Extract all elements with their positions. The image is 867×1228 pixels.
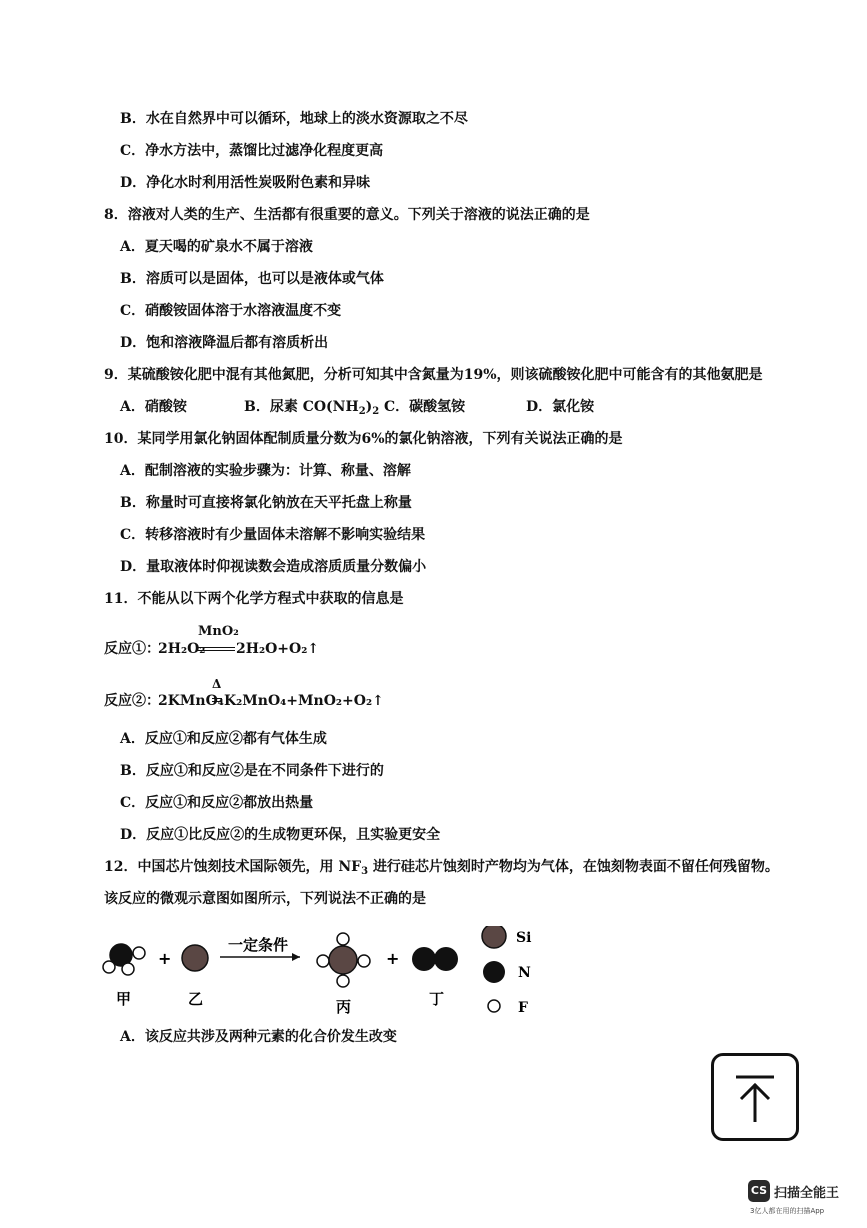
camscanner-logo: CS: [748, 1180, 770, 1202]
f-atom: [133, 947, 145, 959]
q12-stem-line-1: 12．中国芯片蚀刻技术国际领先，用 $NF_3$ 进行硅芯片蚀刻时产物均为气体，在蚀刻物表面不留任何残留物。: [104, 859, 779, 877]
plus-sign-2: +: [386, 949, 400, 968]
q11-option-d: D．反应①比反应②的生成物更环保，且实验更安全: [120, 827, 441, 843]
q11-option-b: B．反应①和反应②是在不同条件下进行的: [120, 763, 384, 779]
molecule-bing-sif4: [317, 933, 370, 987]
f-atom: [103, 961, 115, 973]
reaction-2-products: K₂MnO₄+MnO₂+O₂↑: [224, 693, 384, 709]
reaction-2-reactant: 2KMnO₄: [158, 693, 224, 709]
f-atom: [317, 955, 329, 967]
legend-n-atom: [483, 961, 505, 983]
camscanner-name: 扫描全能王: [774, 1186, 840, 1201]
legend-f-label: F: [518, 1000, 528, 1016]
q7-option-c: C．净水方法中，蒸馏比过滤净化程度更高: [120, 143, 384, 159]
q8-option-a: A．夏天喝的矿泉水不属于溶液: [120, 239, 313, 255]
q7-option-b: B．水在自然界中可以循环，地球上的淡水资源取之不尽: [120, 111, 468, 127]
reaction-1-products: 2H₂O+O₂↑: [236, 641, 320, 657]
reaction-1-equals-sign: [197, 647, 235, 651]
legend-si-atom: [482, 926, 506, 948]
q8-stem: 8．溶液对人类的生产、生活都有很重要的意义。下列关于溶液的说法正确的是: [104, 207, 590, 223]
camscanner-tagline: 3亿人都在用的扫描App: [750, 1207, 825, 1215]
f-atom: [358, 955, 370, 967]
q11-stem: 11．不能从以下两个化学方程式中获取的信息是: [104, 591, 404, 607]
q8-option-c: C．硝酸铵固体溶于水溶液温度不变: [120, 303, 342, 319]
plus-sign-1: +: [158, 949, 172, 968]
q10-option-c: C．转移溶液时有少量固体未溶解不影响实验结果: [120, 527, 426, 543]
reaction-1-catalyst: MnO₂: [198, 624, 239, 639]
legend-f-atom: [488, 1000, 500, 1012]
f-atom: [337, 975, 349, 987]
molecule-diagram-svg: [96, 926, 556, 1018]
q10-option-a: A．配制溶液的实验步骤为：计算、称量、溶解: [120, 463, 411, 479]
q9-option-c: C．碳酸氢铵: [384, 399, 466, 415]
q11-option-a: A．反应①和反应②都有气体生成: [120, 731, 327, 747]
q8-option-b: B．溶质可以是固体，也可以是液体或气体: [120, 271, 384, 287]
atom-legend: [482, 926, 531, 1016]
q10-option-d: D．量取液体时仰视读数会造成溶质质量分数偏小: [120, 559, 427, 575]
reaction-1-reactant: 2H₂O₂: [158, 641, 206, 657]
reaction-2-equals-sign: [212, 698, 222, 702]
molecule-ding-n2: [412, 947, 458, 971]
q12-option-a: A．该反应共涉及两种元素的化合价发生改变: [120, 1029, 397, 1045]
reaction-2-label: 反应②：: [104, 693, 160, 709]
q11-option-c: C．反应①和反应②都放出热量: [120, 795, 314, 811]
q8-option-d: D．饱和溶液降温后都有溶质析出: [120, 335, 329, 351]
q12-stem-line-2: 该反应的微观示意图如图所示，下列说法不正确的是: [104, 891, 426, 907]
reaction-micro-diagram: [96, 926, 556, 1018]
label-bing: 丙: [336, 998, 352, 1016]
label-yi: 乙: [188, 990, 204, 1008]
label-jia: 甲: [116, 990, 132, 1008]
q9-option-b: B．尿素 $CO(NH_2)_2$: [244, 399, 380, 417]
legend-n-label: N: [518, 965, 531, 981]
f-atom: [337, 933, 349, 945]
arrow-up-icon: [714, 1056, 796, 1138]
q10-option-b: B．称量时可直接将氯化钠放在天平托盘上称量: [120, 495, 412, 511]
reaction-2-heat-symbol: Δ: [212, 677, 222, 691]
scroll-to-top-button[interactable]: [711, 1053, 799, 1141]
molecule-jia-nf3: [103, 944, 145, 975]
molecule-yi-si: [182, 945, 208, 971]
q9-option-d: D．氯化铵: [526, 399, 595, 415]
n-atom: [412, 947, 436, 971]
si-atom: [329, 946, 357, 974]
reaction-1-label: 反应①：: [104, 641, 160, 657]
q9-option-a: A．硝酸铵: [120, 399, 187, 415]
q9-stem: 9．某硫酸铵化肥中混有其他氮肥，分析可知其中含氮量为19%，则该硫酸铵化肥中可能含有的其他氨肥是: [104, 367, 763, 383]
label-ding: 丁: [429, 990, 445, 1008]
n-atom: [434, 947, 458, 971]
reaction-arrow-head: [292, 953, 300, 961]
legend-si-label: Si: [516, 930, 532, 946]
q7-option-d: D．净化水时利用活性炭吸附色素和异味: [120, 175, 371, 191]
q10-stem: 10．某同学用氯化钠固体配制质量分数为6%的氯化钠溶液，下列有关说法正确的是: [104, 431, 623, 447]
f-atom: [122, 963, 134, 975]
reaction-condition: 一定条件: [228, 936, 289, 954]
